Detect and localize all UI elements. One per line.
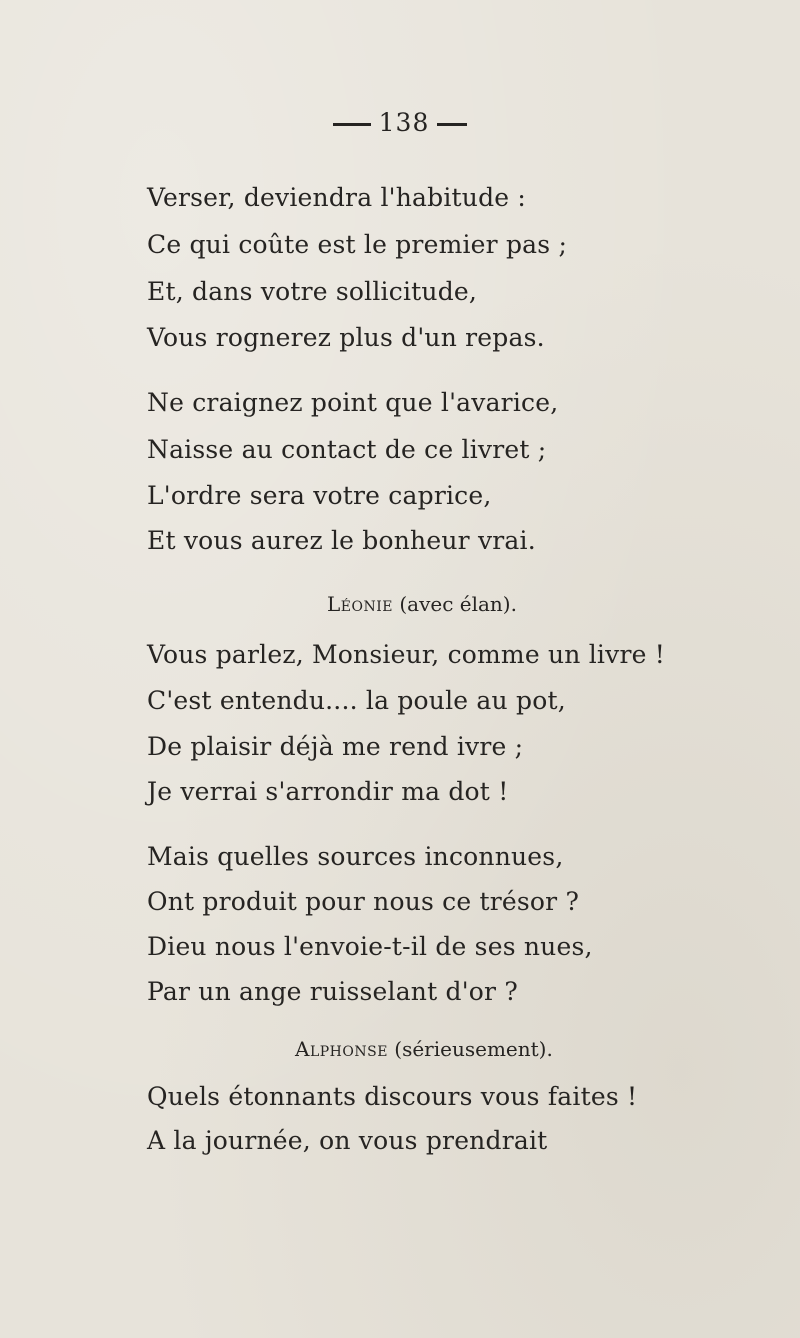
verse-line: Naisse au contact de ce livret ; xyxy=(147,435,547,464)
verse-line: Ce qui coûte est le premier pas ; xyxy=(147,230,568,259)
speaker-name: Alphonse xyxy=(295,1037,388,1061)
verse-line: Mais quelles sources inconnues, xyxy=(147,842,564,871)
page-number xyxy=(0,108,800,137)
page-number-value: 138 xyxy=(378,108,430,137)
verse-line: Ont produit pour nous ce trésor ? xyxy=(147,887,580,916)
verse-line: Vous rognerez plus d'un repas. xyxy=(147,323,545,352)
speaker-heading xyxy=(327,592,517,616)
speaker-name: Léonie xyxy=(327,592,393,616)
verse-line: De plaisir déjà me rend ivre ; xyxy=(147,732,524,761)
verse-line: Et vous aurez le bonheur vrai. xyxy=(147,526,536,555)
stage-direction: (avec élan). xyxy=(399,592,517,616)
verse-line: Je verrai s'arrondir ma dot ! xyxy=(147,777,509,806)
right-dash xyxy=(437,123,467,126)
verse-line: Ne craignez point que l'avarice, xyxy=(147,388,559,417)
verse-line: Verser, deviendra l'habitude : xyxy=(147,183,527,212)
verse-line: Par un ange ruisselant d'or ? xyxy=(147,977,518,1006)
verse-line: A la journée, on vous prendrait xyxy=(147,1126,548,1155)
left-dash xyxy=(333,123,371,126)
verse-line: Dieu nous l'envoie-t-il de ses nues, xyxy=(147,932,593,961)
verse-line: Vous parlez, Monsieur, comme un livre ! xyxy=(147,640,665,669)
stage-direction: (sérieusement). xyxy=(394,1037,553,1061)
verse-line: L'ordre sera votre caprice, xyxy=(147,481,492,510)
verse-line: Et, dans votre sollicitude, xyxy=(147,277,478,306)
verse-line: Quels étonnants discours vous faites ! xyxy=(147,1082,638,1111)
speaker-heading xyxy=(295,1037,553,1061)
verse-line: C'est entendu.... la poule au pot, xyxy=(147,686,566,715)
